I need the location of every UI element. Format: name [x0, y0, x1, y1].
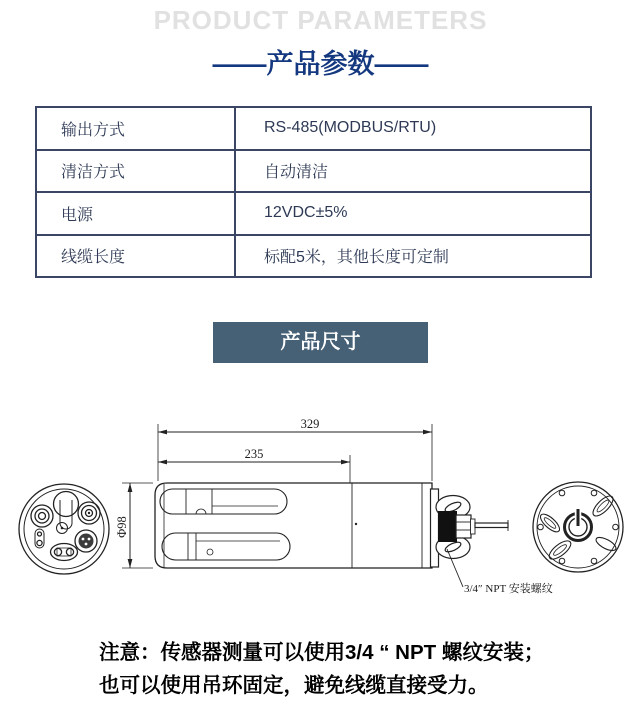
- dim-value-body: 235: [244, 447, 264, 461]
- dim-line-overall: [158, 424, 432, 481]
- spec-value: 12VDC±5%: [235, 192, 591, 235]
- table-row: [36, 107, 591, 150]
- page-title-zh: ——产品参数——: [212, 49, 429, 79]
- table-row: [36, 235, 591, 278]
- sensor-side-view: [155, 483, 432, 568]
- dim-value-overall: 329: [300, 417, 320, 431]
- table-row: [36, 192, 591, 235]
- spec-label: 输出方式: [36, 107, 235, 150]
- sensor-rear-view: [533, 482, 623, 572]
- spec-label: 电源: [36, 192, 235, 235]
- note-line-2: 也可以使用吊环固定，避免线缆直接受力。: [99, 674, 489, 697]
- page-title-en: PRODUCT PARAMETERS: [153, 5, 488, 35]
- section-header-dimensions: 产品尺寸: [213, 322, 428, 363]
- cable-gland-assembly: [431, 489, 509, 567]
- installation-note: [99, 636, 579, 702]
- spec-value: RS-485(MODBUS/RTU): [235, 107, 591, 150]
- spec-label: 线缆长度: [36, 235, 235, 278]
- spec-value: 标配5米，其他长度可定制: [235, 235, 591, 278]
- power-symbol-icon: [565, 509, 592, 541]
- sensor-front-view: [19, 484, 109, 574]
- spec-table: [35, 106, 592, 278]
- spec-label: 清洁方式: [36, 150, 235, 193]
- table-row: [36, 150, 591, 193]
- thread-label: 3/4″ NPT 安装螺纹: [464, 583, 553, 595]
- note-line-1: 注意：传感器测量可以使用3/4 “ NPT 螺纹安装；: [99, 641, 545, 664]
- spec-value: 自动清洁: [235, 150, 591, 193]
- dimension-drawing: [0, 405, 641, 620]
- dim-value-diameter: Φ98: [115, 516, 129, 538]
